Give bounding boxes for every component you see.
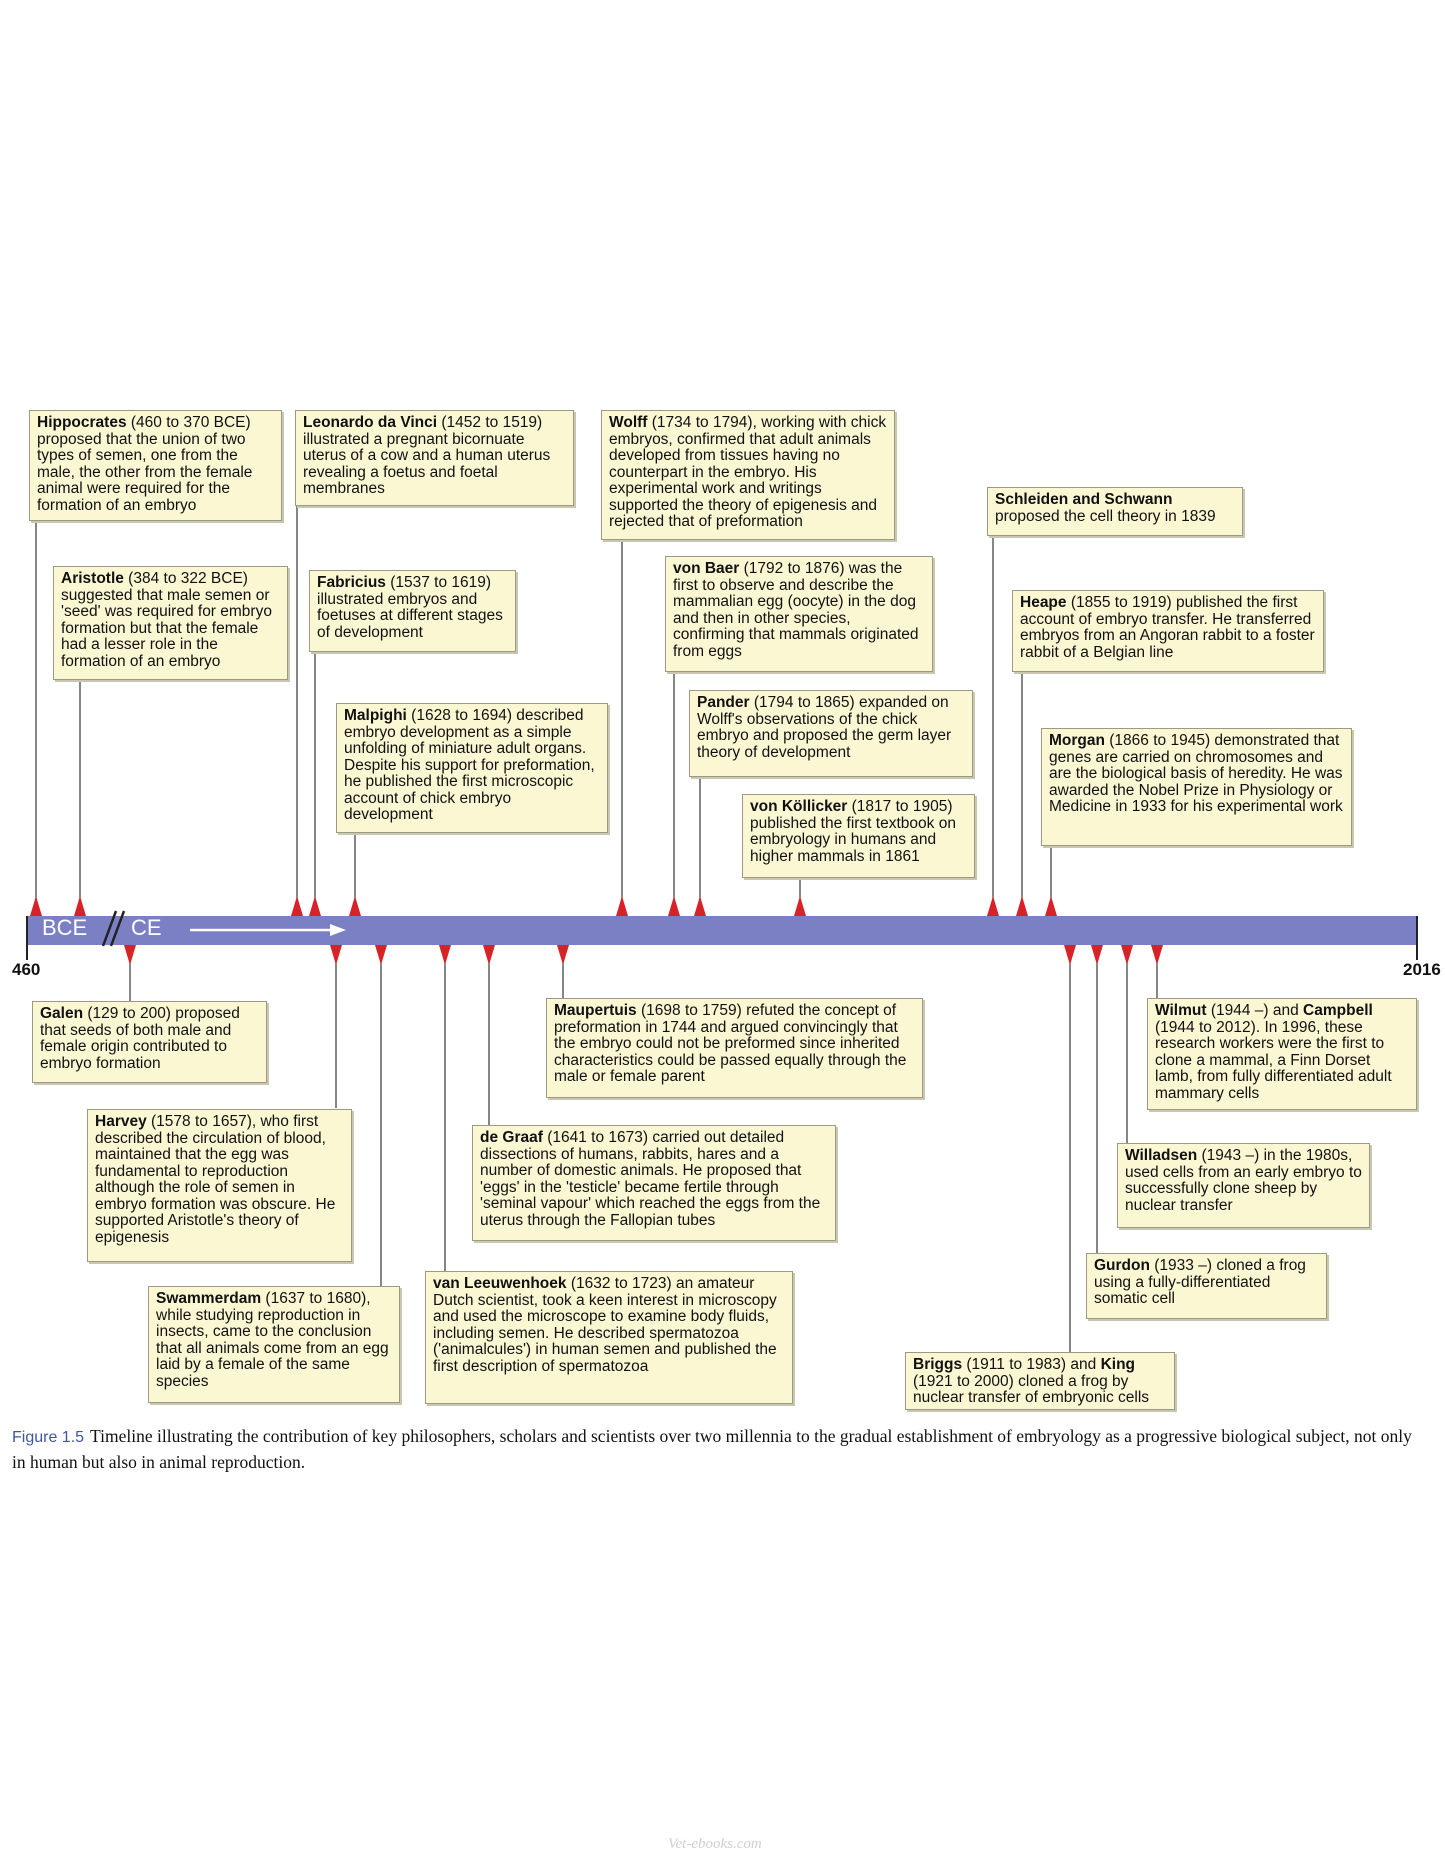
event-box-briggs-king xyxy=(905,1352,1175,1410)
event-text: (1734 to 1794), working with chick embryos, confirmed that adult animals developed from tissues having no counterpart in the embryo. His experimental work and writings supported the theory of epigenesis and rejected that of preformation xyxy=(609,414,887,530)
marker-swammerdam xyxy=(375,945,387,965)
event-box-hippocrates xyxy=(29,410,282,521)
marker-willadsen xyxy=(1121,945,1133,965)
event-box-swammerdam xyxy=(148,1286,400,1403)
event-box-davinci xyxy=(295,410,574,506)
event-name: von Baer xyxy=(673,560,740,577)
event-text: (1628 to 1694) described embryo development as a simple unfolding of miniature adult organs. Despite his support for preformation, he published the first microscopic account of chick embryo development xyxy=(344,707,595,823)
marker-malpighi xyxy=(349,896,361,916)
event-name: Fabricius xyxy=(317,574,386,591)
marker-degraaf xyxy=(483,945,495,965)
event-name: Leonardo da Vinci xyxy=(303,414,438,431)
start-year-label: 460 xyxy=(12,960,41,979)
caption-text: Timeline illustrating the contribution of key philosophers, scholars and scientists over two millennia to the gradual establishment of embryology as a progressive biological subject, not only in human but also in animal reproduction. xyxy=(12,1426,1412,1472)
marker-hippocrates xyxy=(30,896,42,916)
event-box-vonbaer xyxy=(665,556,933,672)
event-text: (1794 to 1865) expanded on Wolff's observations of the chick embryo and proposed the germ layer theory of development xyxy=(697,694,952,761)
marker-heape xyxy=(1016,896,1028,916)
event-name: Schleiden and Schwann xyxy=(995,491,1173,508)
event-box-maupertuis xyxy=(546,998,923,1098)
ce-label: CE xyxy=(131,915,162,940)
marker-vonbaer xyxy=(668,896,680,916)
event-text: (1817 to 1905) published the first textbook on embryology in humans and higher mammals in 1861 xyxy=(750,798,956,865)
event-text: (1866 to 1945) demonstrated that genes are carried on chromosomes and are the biological basis of heredity. He was awarded the Nobel Prize in Physiology or Medicine in 1933 for his experimental work xyxy=(1049,732,1343,815)
event-text: (1855 to 1919) published the first account of embryo transfer. He transferred embryos from an Angoran rabbit to a foster rabbit of a Belgian line xyxy=(1020,594,1315,661)
event-text: (460 to 370 BCE) proposed that the union of two types of semen, one from the male, the other from the female animal were required for the formation of an embryo xyxy=(37,414,253,514)
event-text: (1933 –) cloned a frog using a fully-differentiated somatic cell xyxy=(1094,1257,1306,1307)
event-text: (1537 to 1619) illustrated embryos and foetuses at different stages of development xyxy=(317,574,503,641)
event-text: (1921 to 2000) cloned a frog by nuclear transfer of embryonic cells xyxy=(913,1372,1150,1406)
event-name-second: King xyxy=(1100,1356,1135,1373)
event-text: (1943 –) in the 1980s, used cells from an early embryo to successfully clone sheep by nuclear transfer xyxy=(1125,1147,1362,1214)
event-name: Wolff xyxy=(609,414,648,431)
event-box-harvey xyxy=(87,1109,352,1262)
event-text: (1792 to 1876) was the first to observe and describe the mammalian egg (oocyte) in the dog and then in other species, confirming that mammals originated from eggs xyxy=(673,560,919,660)
marker-kollicker xyxy=(794,896,806,916)
event-name: Galen xyxy=(40,1005,84,1022)
event-text: (1578 to 1657), who first described the circulation of blood, maintained that the egg was fundamental to reproduction although the role of semen in embryo formation was obscure. He supported Aristotle's theory of epigenesis xyxy=(95,1113,336,1246)
figure-label: Figure 1.5 xyxy=(12,1429,85,1446)
event-text: (1698 to 1759) refuted the concept of preformation in 1744 and argued convincingly that the embryo could not be preformed since inherited characteristics could be passed equally through the male or female parent xyxy=(554,1002,907,1085)
event-box-aristotle xyxy=(53,566,288,680)
watermark: Vet-ebooks.com xyxy=(668,1836,762,1852)
event-text: (1452 to 1519) illustrated a pregnant bicornuate uterus of a cow and a human uterus revealing a foetus and foetal membranes xyxy=(303,414,551,497)
event-box-malpighi xyxy=(336,703,608,833)
event-name: Pander xyxy=(697,694,750,711)
marker-fabricius xyxy=(309,896,321,916)
event-name: Hippocrates xyxy=(37,414,127,431)
event-box-wilmut-campbell xyxy=(1147,998,1417,1110)
event-text: (1632 to 1723) an amateur Dutch scientist, took a keen interest in microscopy and used the microscope to examine body fluids, including semen. He described spermatozoa ('animalcules') in human semen and published the first description of spermatozoa xyxy=(433,1275,777,1375)
event-box-vanleeuwenhoek xyxy=(425,1271,793,1404)
event-name: Malpighi xyxy=(344,707,407,724)
event-name: von Köllicker xyxy=(750,798,848,815)
marker-galen xyxy=(124,945,136,965)
event-box-schleiden xyxy=(987,487,1243,536)
marker-maupertuis xyxy=(557,945,569,965)
marker-vanleeuwenhoek xyxy=(439,945,451,965)
event-text-part: (1944 –) and xyxy=(1206,1002,1304,1019)
marker-gurdon xyxy=(1091,945,1103,965)
event-name: Wilmut xyxy=(1155,1002,1207,1019)
event-name: Swammerdam xyxy=(156,1290,262,1307)
event-name: Maupertuis xyxy=(554,1002,637,1019)
event-name: Morgan xyxy=(1049,732,1105,749)
marker-wolff xyxy=(616,896,628,916)
event-name: Briggs xyxy=(913,1356,963,1373)
marker-wilmut xyxy=(1151,945,1163,965)
event-name: Aristotle xyxy=(61,570,124,587)
marker-morgan xyxy=(1045,896,1057,916)
event-name: Heape xyxy=(1020,594,1067,611)
event-box-fabricius xyxy=(309,570,516,652)
event-box-morgan xyxy=(1041,728,1352,846)
marker-briggs xyxy=(1064,945,1076,965)
event-name: Harvey xyxy=(95,1113,147,1130)
event-name: de Graaf xyxy=(480,1129,543,1146)
event-text: (1641 to 1673) carried out detailed dissections of humans, rabbits, hares and a number of domestic animals. He proposed that 'eggs' in the 'testicle' became fertile through 'seminal vapour' which reached the eggs from the uterus through the Fallopian tubes xyxy=(480,1129,821,1229)
event-text-part: (1911 to 1983) and xyxy=(962,1356,1101,1373)
marker-aristotle xyxy=(74,896,86,916)
event-box-gurdon xyxy=(1086,1253,1327,1319)
bce-label: BCE xyxy=(42,915,88,940)
event-name: Gurdon xyxy=(1094,1257,1150,1274)
marker-schleiden xyxy=(987,896,999,916)
event-text: (384 to 322 BCE) suggested that male semen or 'seed' was required for embryo formation but that the female had a lesser role in the formation of an embryo xyxy=(61,570,272,670)
marker-davinci xyxy=(291,896,303,916)
end-year-label: 2016 xyxy=(1403,960,1441,979)
event-text: (1637 to 1680), while studying reproduction in insects, came to the conclusion that all animals come from an egg laid by a female of the same species xyxy=(156,1290,389,1390)
event-name: van Leeuwenhoek xyxy=(433,1275,567,1292)
event-box-kollicker xyxy=(742,794,975,878)
event-box-wolff xyxy=(601,410,895,540)
event-box-willadsen xyxy=(1117,1143,1370,1228)
event-name-second: Campbell xyxy=(1303,1002,1373,1019)
event-text: proposed the cell theory in 1839 xyxy=(995,507,1216,525)
event-text: (129 to 200) proposed that seeds of both male and female origin contributed to embryo formation xyxy=(40,1005,240,1072)
event-box-degraaf xyxy=(472,1125,836,1241)
event-box-pander xyxy=(689,690,973,777)
event-box-galen xyxy=(32,1001,267,1083)
event-box-heape xyxy=(1012,590,1324,672)
marker-harvey xyxy=(330,945,342,965)
marker-pander xyxy=(694,896,706,916)
figure-caption xyxy=(12,1424,1417,1475)
event-text: (1944 to 2012). In 1996, these research workers were the first to clone a mammal, a Finn Dorset lamb, from fully differentiated adult mammary cells xyxy=(1155,1018,1392,1102)
event-name: Willadsen xyxy=(1125,1147,1198,1164)
